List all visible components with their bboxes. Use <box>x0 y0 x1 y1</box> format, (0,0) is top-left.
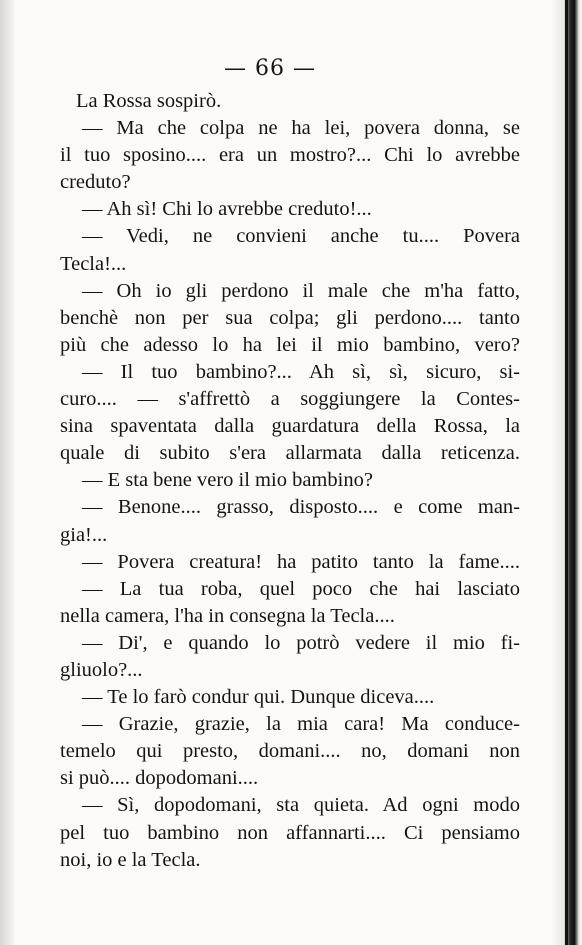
text-line: noi, io e la Tecla. <box>60 848 201 871</box>
text-line: — Povera creatura! ha patito tanto la fame.... <box>82 550 520 573</box>
page-left-edge <box>0 0 14 945</box>
text-line: — Ma che colpa ne ha lei, povera donna, se <box>82 117 520 140</box>
text-line: gliuolo?... <box>60 658 143 681</box>
text-line: — La tua roba, quel poco che hai lasciato <box>82 577 520 600</box>
text-line: La Rossa sospirò. <box>76 90 222 112</box>
page-number: — 66 — <box>224 56 316 81</box>
text-line: — Te lo farò condur qui. Dunque diceva.... <box>82 686 435 709</box>
text-line: — Grazie, grazie, la mia cara! Ma conduce- <box>82 713 520 736</box>
text-line: benchè non per sua colpa; gli perdono.... tanto <box>60 306 520 329</box>
text-line: sina spaventata dalla guardatura della Rossa, la <box>60 415 520 438</box>
text-line: — Di', e quando lo potrò vedere il mio fi- <box>82 631 520 654</box>
text-line: temelo qui presto, domani.... no, domani non <box>60 740 520 763</box>
text-line: nella camera, l'ha in consegna la Tecla.... <box>60 604 395 627</box>
text-line: si può.... dopodomani.... <box>60 767 259 790</box>
text-line: — Oh io gli perdono il male che m'ha fatto, <box>82 279 520 302</box>
text-line: — E sta bene vero il mio bambino? <box>82 469 373 492</box>
text-line: — Il tuo bambino?... Ah sì, sì, sicuro, si- <box>82 360 520 383</box>
text-line: Tecla!... <box>60 252 127 275</box>
text-line: il tuo sposino.... era un mostro?... Chi lo avrebbe <box>60 144 520 167</box>
text-line: — Ah sì! Chi lo avrebbe creduto!... <box>82 198 372 221</box>
text-line: creduto? <box>60 171 131 194</box>
text-line: pel tuo bambino non affannarti.... Ci pensiamo <box>60 821 520 844</box>
text-line: — Vedi, ne convieni anche tu.... Povera <box>82 225 520 248</box>
text-line: curo.... — s'affrettò a soggiungere la Contes- <box>60 388 520 411</box>
page-binding-line <box>565 0 568 945</box>
text-line: — Benone.... grasso, disposto.... e come man- <box>82 496 520 519</box>
text-line: più che adesso lo ha lei il mio bambino, vero? <box>60 333 520 356</box>
text-line: gia!... <box>60 523 108 546</box>
text-line: quale di subito s'era allarmata dalla reticenza. <box>60 442 520 465</box>
body-text <box>60 88 520 874</box>
text-line: — Sì, dopodomani, sta quieta. Ad ogni modo <box>82 794 520 817</box>
